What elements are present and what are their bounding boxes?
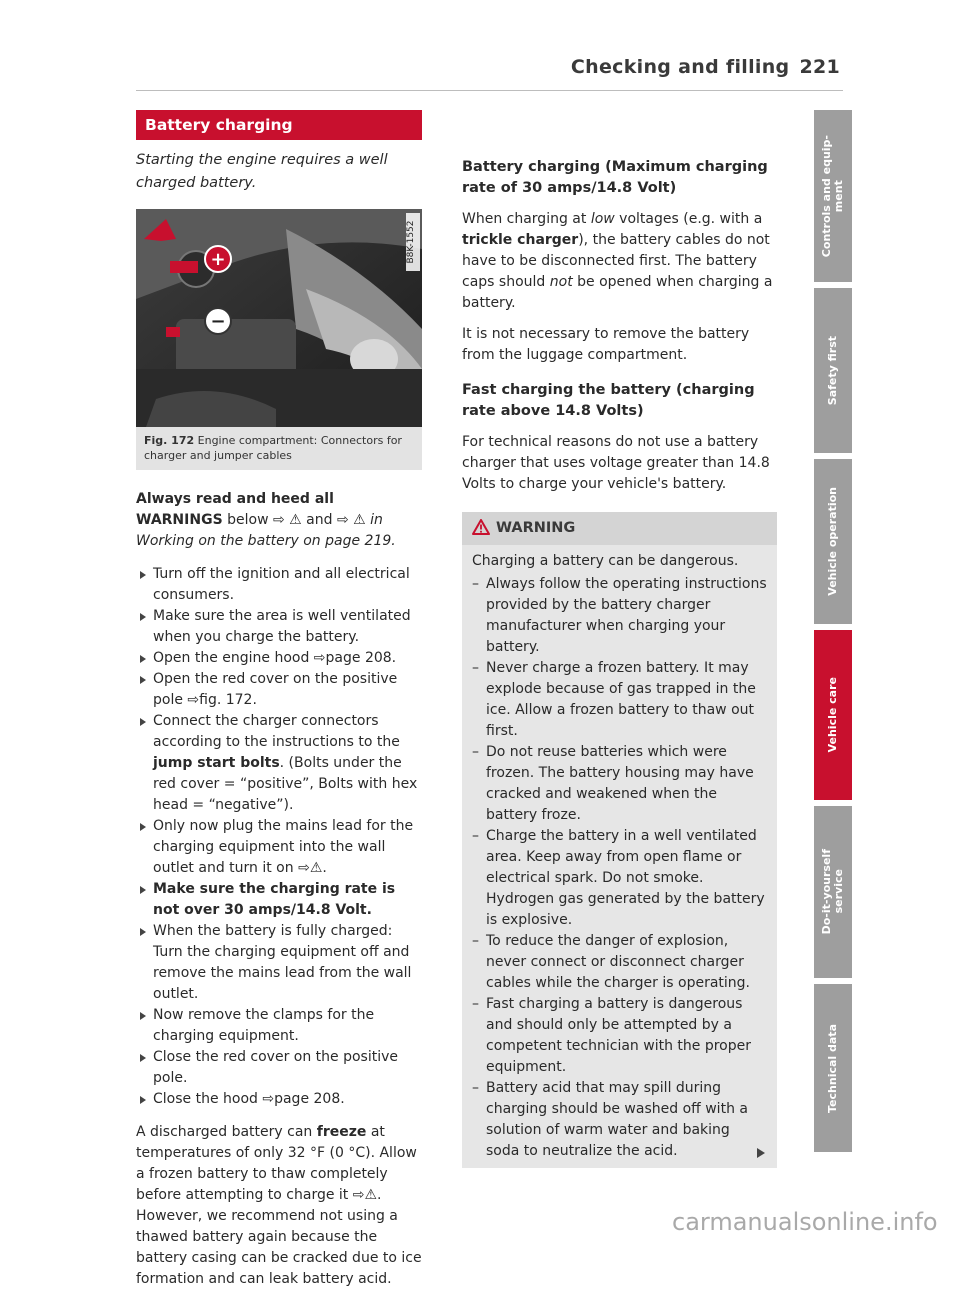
list-item: Only now plug the mains lead for the charging equipment into the wall outlet and turn it on ⇨⚠.: [136, 816, 422, 879]
list-item: – Do not reuse batteries which were frozen. The battery housing may have cracked and weakened when the battery froze.: [472, 742, 767, 826]
list-item: – Always follow the operating instructions provided by the battery charger manufacturer when charging your battery.: [472, 574, 767, 658]
svg-text:−: −: [210, 311, 226, 332]
engine-compartment-photo: [136, 209, 422, 427]
lead-mid: and ⇨: [301, 512, 354, 528]
mr-mid2: ), the battery cables do not have to be disconnected first. The battery caps should: [462, 232, 770, 290]
list-item: Make sure the area is well ventilated when you charge the battery.: [136, 606, 422, 648]
warning-triangle-icon: ⚠: [353, 512, 366, 528]
mr-bold: trickle charger: [462, 232, 579, 248]
fast-charging-paragraph: For technical reasons do not use a battery charger that uses voltage greater than 14.8 Volts to charge your vehicle's battery.: [462, 434, 770, 492]
tab-technical-data[interactable]: Technical data: [814, 984, 852, 1152]
tab-vehicle-care[interactable]: Vehicle care: [814, 630, 852, 800]
lead-bold: Always read and heed all WARNINGS: [136, 491, 334, 528]
section-intro: Starting the engine requires a well charged battery.: [136, 152, 388, 191]
list-item: Open the engine hood ⇨page 208.: [136, 648, 422, 669]
left-column: [136, 110, 422, 1290]
lead-ref: in Working on the battery on page 219.: [136, 512, 396, 549]
step-bold: jump start bolts: [153, 755, 280, 771]
freeze-tail: . However, we recommend not using a thawed battery again because the battery casing can be cracked due to ice formation and can leak battery acid.: [136, 1187, 422, 1287]
page-number: 221: [799, 56, 840, 78]
mr-not: not: [549, 274, 573, 290]
fast-charging-heading: Fast charging the battery (charging rate above 14.8 Volts): [462, 382, 755, 419]
figure-caption: [136, 427, 422, 470]
warning-body: [462, 545, 777, 1162]
warning-intro: Charging a battery can be dangerous.: [472, 553, 739, 569]
max-rate-heading: Battery charging (Maximum charging rate of 30 amps/14.8 Volt): [462, 159, 768, 196]
list-item: Now remove the clamps for the charging equipment.: [136, 1005, 422, 1047]
list-item: When the battery is fully charged: Turn the charging equipment off and remove the mains lead from the wall outlet.: [136, 921, 422, 1005]
list-item: [136, 711, 422, 816]
warning-triangle-icon: ⚠: [309, 860, 323, 876]
step-text: Only now plug the mains lead for the charging equipment into the wall outlet and turn it on ⇨: [153, 818, 414, 876]
tab-vehicle-operation[interactable]: Vehicle operation: [814, 459, 852, 624]
tab-do-it-yourself-service[interactable]: Do-it-yourself service: [814, 806, 852, 978]
watermark: carmanualsonline.info: [672, 1208, 938, 1236]
tab-controls-and-equipment[interactable]: Controls and equip- ment: [814, 110, 852, 282]
caption-label: Fig. 172: [144, 434, 195, 447]
warning-triangle-icon: [472, 519, 490, 535]
tab-safety-first[interactable]: Safety first: [814, 288, 852, 453]
mr-mid: voltages (e.g. with a: [614, 211, 763, 227]
list-item: – Battery acid that may spill during charging should be washed off with a solution of warm water and baking soda to neutralize the acid.: [472, 1078, 767, 1162]
freeze-pre: A discharged battery can: [136, 1124, 317, 1140]
warning-triangle-icon: ⚠: [289, 512, 302, 528]
freeze-bold: freeze: [316, 1124, 367, 1140]
list-item: Close the hood ⇨page 208.: [136, 1089, 422, 1110]
step-text: Connect the charger connectors according to the instructions to the: [153, 713, 400, 750]
chapter-title: Checking and filling: [570, 56, 790, 78]
list-item: – Never charge a frozen battery. It may explode because of gas trapped in the ice. Allow a frozen battery to thaw out first.: [472, 658, 767, 742]
list-item: – Fast charging a battery is dangerous and should only be attempted by a competent technician with the proper equipment.: [472, 994, 767, 1078]
steps-list: [136, 564, 422, 1110]
figure-code: B8K-1552: [406, 220, 416, 264]
list-item: Open the red cover on the positive pole ⇨fig. 172.: [136, 669, 422, 711]
list-item: Make sure the charging rate is not over 30 amps/14.8 Volt.: [136, 879, 422, 921]
max-rate-paragraph: [462, 209, 777, 314]
list-item: Close the red cover on the positive pole.: [136, 1047, 422, 1089]
list-item: Turn off the ignition and all electrical consumers.: [136, 564, 422, 606]
luggage-paragraph: It is not necessary to remove the battery from the luggage compartment.: [462, 326, 750, 363]
freeze-text: at temperatures of only 32 °F (0 °C). Allow a frozen battery to thaw completely before attempting to charge it ⇨: [136, 1124, 417, 1203]
lead-paragraph: [136, 489, 422, 552]
mr-pre: When charging at: [462, 211, 591, 227]
right-column: [462, 107, 777, 1168]
lead-pre: below ⇨: [227, 512, 290, 528]
warning-header: [462, 512, 777, 545]
continue-arrow-icon: [757, 1148, 765, 1158]
caption-text: Engine compartment: Connectors for charger and jumper cables: [144, 434, 402, 462]
section-title: Battery charging: [136, 110, 422, 140]
freeze-paragraph: [136, 1122, 422, 1290]
warning-box: [462, 512, 777, 1168]
step-tail: . (Bolts under the red cover = “positive”, Bolts with hex head = “negative”).: [153, 755, 418, 813]
figure-172: [136, 209, 422, 470]
list-item: – Charge the battery in a well ventilated area. Keep away from open flame or electrical spark. Do not smoke. Hydrogen gas generated by the battery is explosive.: [472, 826, 767, 931]
warning-list: [472, 574, 767, 1162]
running-head: [520, 56, 840, 78]
warning-title: WARNING: [496, 520, 576, 536]
mr-low: low: [590, 211, 615, 227]
warning-triangle-icon: ⚠: [364, 1187, 378, 1203]
list-item: – To reduce the danger of explosion, never connect or disconnect charger cables while the charger is operating.: [472, 931, 767, 994]
svg-text:+: +: [210, 249, 226, 270]
header-rule: [136, 90, 843, 91]
mr-end: be opened when charging a battery.: [462, 274, 773, 311]
